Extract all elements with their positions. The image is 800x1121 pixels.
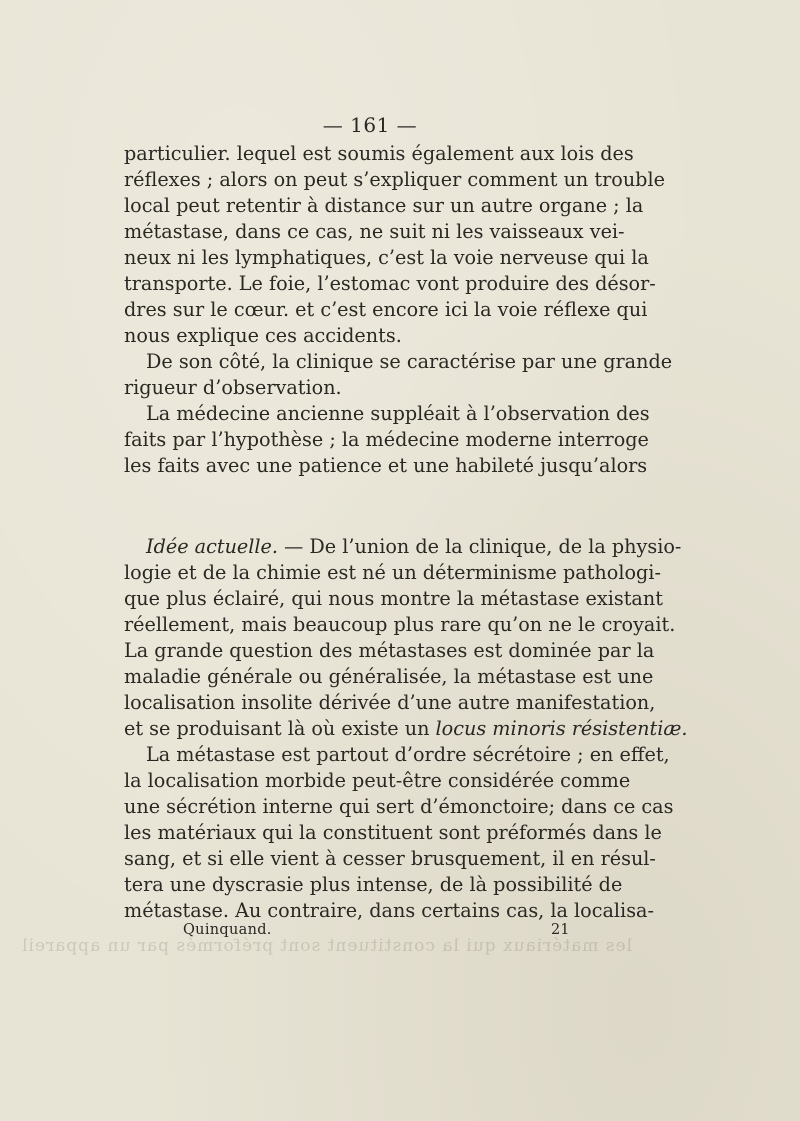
text-line: les matériaux qui la constituent sont préformés dans le — [124, 821, 662, 844]
text-line: La médecine ancienne suppléait à l’observation des — [146, 402, 650, 425]
text-line: les faits avec une patience et une habileté jusqu’alors — [124, 454, 648, 477]
bleed-through-text: les matériaux qui la constituent sont préformés par un appareil — [21, 936, 632, 956]
text-line: dres sur le cœur. et c’est encore ici la voie réflexe qui — [124, 298, 648, 321]
printer-signature: Quinquand. — [183, 922, 272, 938]
text-line: particulier. lequel est soumis également aux lois des — [124, 142, 634, 165]
text-line: tera une dyscrasie plus intense, de là possibilité de — [124, 873, 623, 896]
text-line: localisation insolite dérivée d’une autre manifestation, — [124, 691, 656, 714]
text-line: faits par l’hypothèse ; la médecine moderne interroge — [124, 428, 649, 451]
text-line: transporte. Le foie, l’estomac vont produire des désor- — [124, 272, 656, 295]
sheet-number: 21 — [551, 922, 570, 938]
latin-phrase: locus minoris résistentiæ. — [435, 717, 688, 740]
text-line: nous explique ces accidents. — [124, 324, 402, 347]
text-line: la localisation morbide peut-être considérée comme — [124, 769, 631, 792]
text-line: que plus éclairé, qui nous montre la métastase existant — [124, 587, 663, 610]
text-line: maladie générale ou généralisée, la métastase est une — [124, 665, 654, 688]
text-line: une sécrétion interne qui sert d’émonctoire; dans ce cas — [124, 795, 674, 818]
text-line-with-latin — [124, 716, 688, 742]
text-line: réellement, mais beaucoup plus rare qu’on ne le croyait. — [124, 613, 676, 636]
text-line: De son côté, la clinique se caractérise par une grande — [146, 350, 673, 373]
text-line: rigueur d’observation. — [124, 376, 342, 399]
text-line: métastase. Au contraire, dans certains cas, la localisa- — [124, 899, 654, 922]
text-fragment: et se produisant là où existe un — [124, 717, 436, 740]
text-line: réflexes ; alors on peut s’expliquer comment un trouble — [124, 168, 665, 191]
text-line: sang, et si elle vient à cesser brusquement, il en résul- — [124, 847, 656, 870]
section-first-line-text: — De l’union de la clinique, de la physio- — [278, 535, 682, 558]
text-line: La grande question des métastases est dominée par la — [124, 639, 655, 662]
text-line: métastase, dans ce cas, ne suit ni les vaisseaux vei- — [124, 220, 625, 243]
text-line: La métastase est partout d’ordre sécrétoire ; en effet, — [146, 743, 670, 766]
section-heading: Idée actuelle. — [146, 535, 279, 558]
text-line: local peut retentir à distance sur un autre organe ; la — [124, 194, 644, 217]
page-number: — 161 — — [322, 113, 418, 137]
section-first-line — [146, 534, 682, 560]
text-line: neux ni les lymphatiques, c’est la voie nerveuse qui la — [124, 246, 649, 269]
text-line: logie et de la chimie est né un déterminisme pathologi- — [124, 561, 661, 584]
